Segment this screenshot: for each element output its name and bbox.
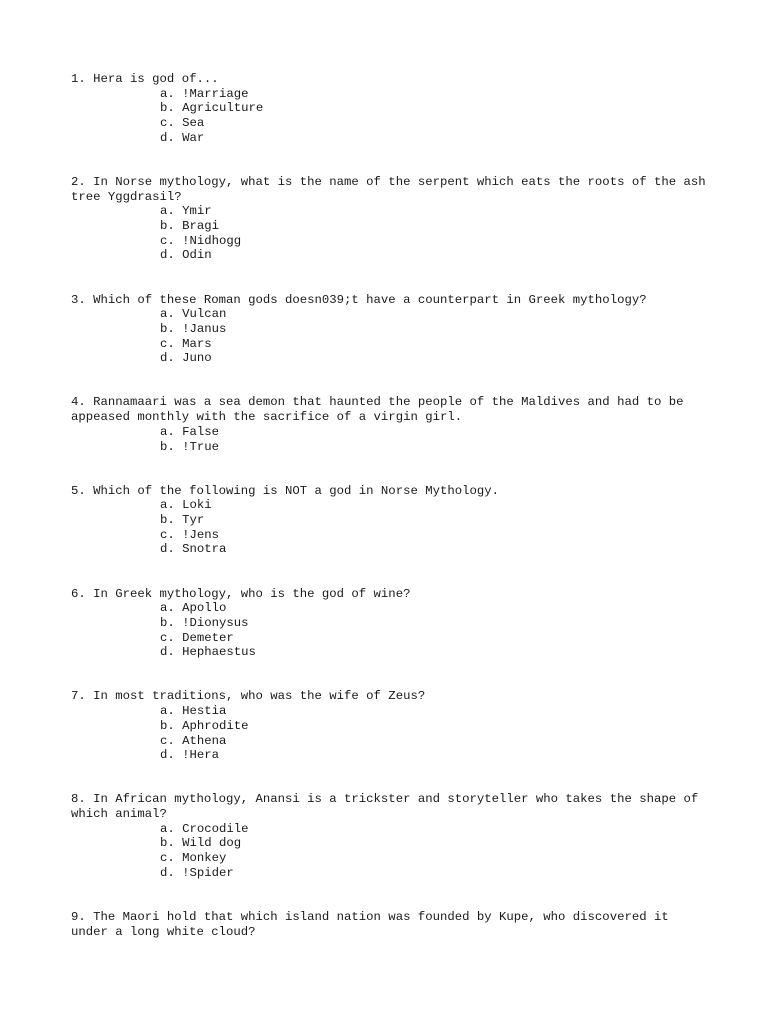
answer-option: d. Odin	[160, 248, 212, 263]
question-text: 8. In African mythology, Anansi is a trickster and storyteller who takes the shape of which animal?	[71, 792, 706, 822]
answer-option: c. !Jens	[160, 527, 220, 542]
answer-option: b. !Dionysus	[160, 615, 249, 630]
question-4	[71, 395, 711, 454]
answer-option: a. Hestia	[160, 704, 227, 719]
question-text: 6. In Greek mythology, who is the god of wine?	[71, 586, 411, 601]
question-5	[71, 484, 711, 558]
question-text: 9. The Maori hold that which island nation was founded by Kupe, who discovered it under a long white cloud?	[71, 909, 677, 939]
answer-option: b. Agriculture	[160, 101, 264, 116]
answer-options	[71, 498, 711, 557]
answer-option: c. !Nidhogg	[160, 233, 242, 248]
answer-option: b. !Janus	[160, 321, 227, 336]
answer-option: c. Sea	[160, 116, 205, 131]
question-2	[71, 174, 714, 263]
answer-options	[71, 601, 711, 660]
question-7	[71, 689, 711, 763]
answer-option: d. Snotra	[160, 542, 227, 557]
answer-option: a. Vulcan	[160, 307, 227, 322]
answer-option: c. Mars	[160, 336, 212, 351]
question-text: 1. Hera is god of...	[71, 72, 219, 86]
question-9	[71, 910, 711, 939]
answer-option: d. !Spider	[160, 865, 234, 880]
answer-option: d. Juno	[160, 351, 212, 366]
answer-options	[71, 425, 711, 454]
answer-option: a. !Marriage	[160, 86, 249, 101]
answer-option: a. Crocodile	[160, 821, 249, 836]
answer-option: d. !Hera	[160, 748, 220, 763]
quiz-document	[71, 72, 714, 969]
answer-option: d. Hephaestus	[160, 645, 256, 660]
question-1	[71, 72, 711, 146]
question-8	[71, 792, 711, 880]
answer-option: a. Loki	[160, 498, 212, 513]
question-text: 4. Rannamaari was a sea demon that haunted the people of the Maldives and had to be appeased monthly with the sacrifice of a virgin girl.	[71, 395, 691, 425]
answer-option: a. False	[160, 424, 220, 439]
answer-option: b. Tyr	[160, 513, 205, 528]
answer-option: d. War	[160, 130, 205, 145]
answer-option: b. Bragi	[160, 219, 220, 234]
answer-options	[71, 204, 711, 263]
answer-option: c. Athena	[160, 733, 227, 748]
answer-option: b. Aphrodite	[160, 718, 249, 733]
answer-option: b. !True	[160, 439, 220, 454]
question-text: 2. In Norse mythology, what is the name of the serpent which eats the roots of the ash tree Yggdrasil?	[71, 174, 714, 204]
question-text: 3. Which of these Roman gods doesn039;t have a counterpart in Greek mythology?	[71, 292, 647, 307]
answer-options	[71, 704, 711, 763]
answer-options	[71, 87, 711, 146]
question-3	[71, 293, 711, 367]
question-6	[71, 587, 711, 661]
answer-options	[71, 822, 711, 881]
answer-option: a. Apollo	[160, 601, 227, 616]
answer-option: c. Demeter	[160, 630, 234, 645]
question-text: 7. In most traditions, who was the wife of Zeus?	[71, 689, 426, 704]
question-text: 5. Which of the following is NOT a god in Norse Mythology.	[71, 483, 500, 498]
answer-option: c. Monkey	[160, 851, 227, 866]
answer-option: a. Ymir	[160, 204, 212, 219]
answer-options	[71, 307, 711, 366]
answer-option: b. Wild dog	[160, 836, 242, 851]
